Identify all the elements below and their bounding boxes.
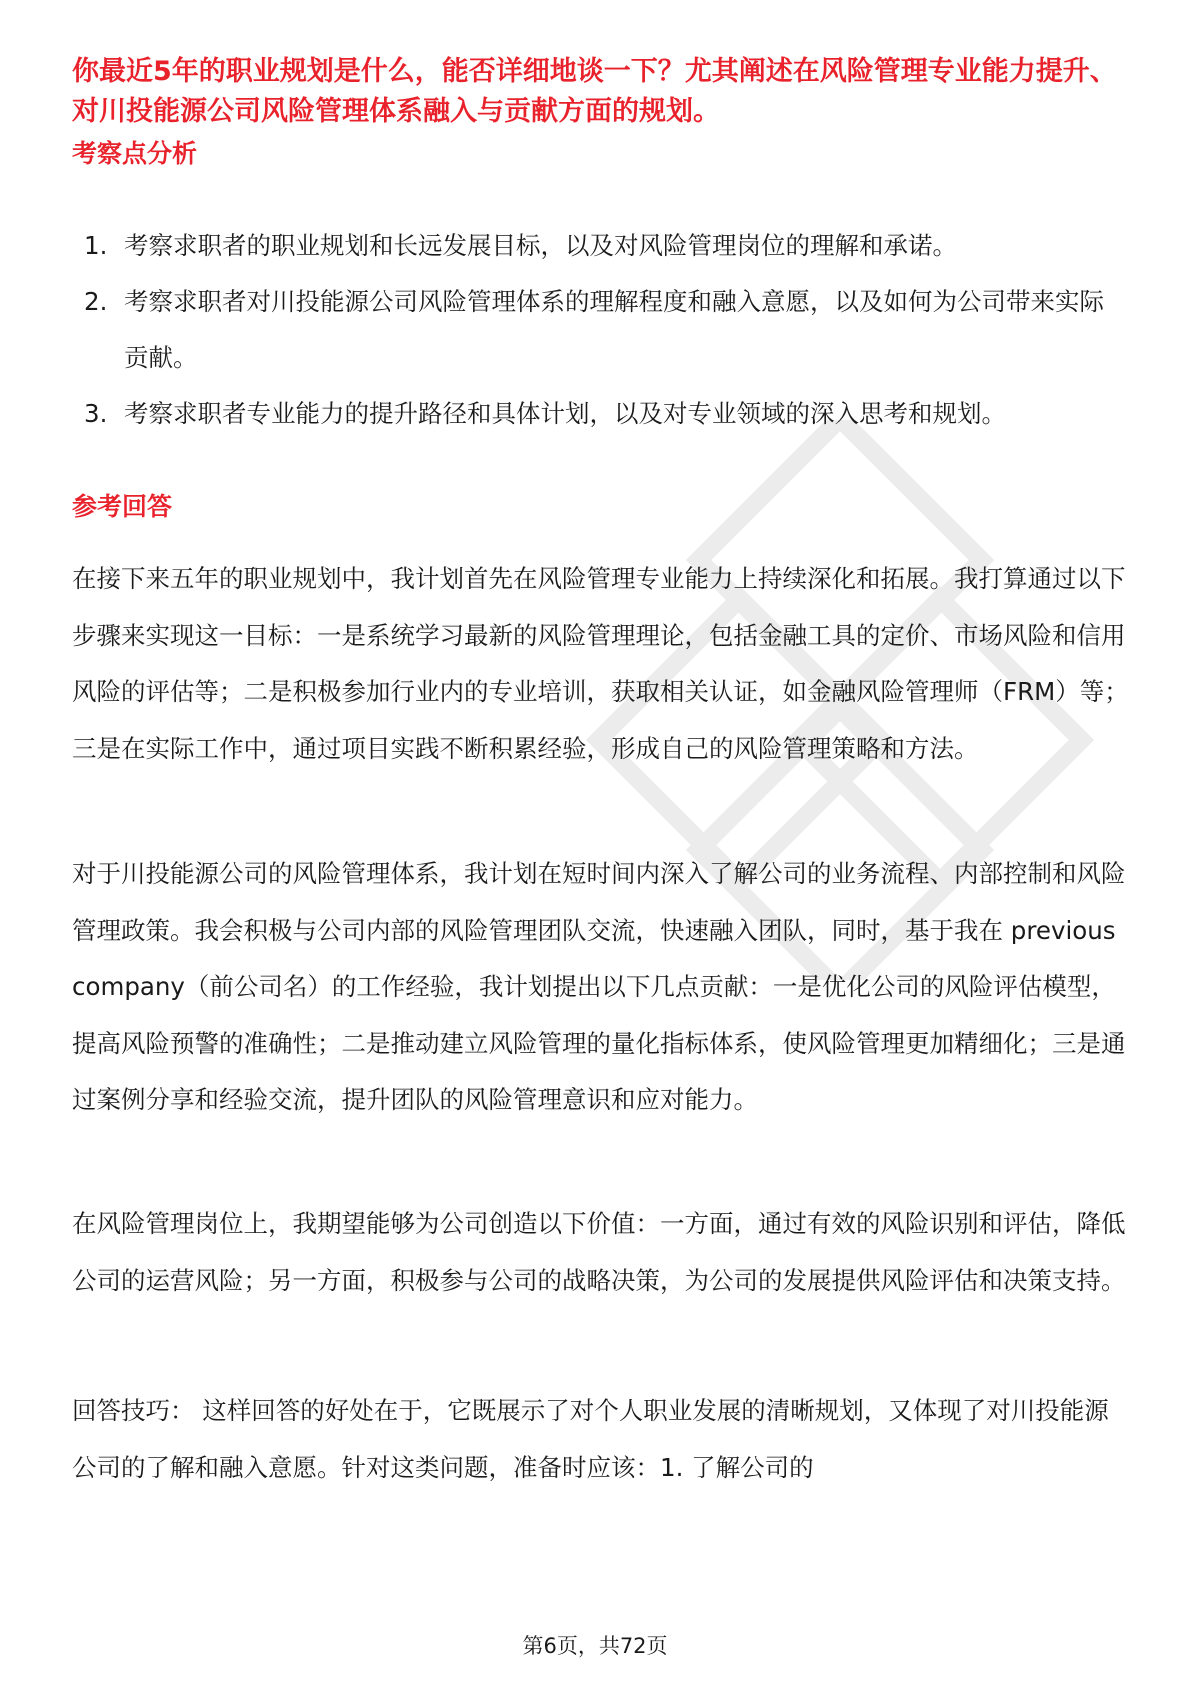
analysis-point: [72, 218, 1122, 274]
page-number-footer: 第6页，共72页: [522, 1634, 668, 1658]
analysis-point: [72, 274, 1122, 386]
answer-tips-paragraph: 回答技巧： 这样回答的好处在于，它既展示了对个人职业发展的清晰规划，又体现了对川投能源公司的了解和融入意愿。针对这类问题，准备时应该：1. 了解公司的: [72, 1396, 1109, 1482]
answer-paragraph: 对于川投能源公司的风险管理体系，我计划在短时间内深入了解公司的业务流程、内部控制和风险管理政策。我会积极与公司内部的风险管理团队交流，快速融入团队，同时，基于我在 previous company（前公司名）的工作经验，我计划提出以下几点贡献：一是优化公司的风险评估模型，提高风险预警的准确性；二是推动建立风险管理的量化指标体系，使风险管理更加精细化；三是通过案例分享和经验交流，提升团队的风险管理意识和应对能力。: [72, 859, 1126, 1114]
analysis-point-text: 考察求职者的职业规划和长远发展目标，以及对风险管理岗位的理解和承诺。: [124, 231, 957, 260]
analysis-point-text: 考察求职者专业能力的提升路径和具体计划，以及对专业领域的深入思考和规划。: [124, 399, 1006, 428]
analysis-list: [72, 218, 1122, 442]
analysis-heading: 考察点分析: [72, 139, 198, 168]
analysis-point-number: 2.: [84, 287, 108, 316]
analysis-point: [72, 386, 1122, 442]
answer-paragraph: 在接下来五年的职业规划中，我计划首先在风险管理专业能力上持续深化和拓展。我打算通过以下步骤来实现这一目标：一是系统学习最新的风险管理理论，包括金融工具的定价、市场风险和信用风险的评估等；二是积极参加行业内的专业培训，获取相关认证，如金融风险管理师（FRM）等；三是在实际工作中，通过项目实践不断积累经验，形成自己的风险管理策略和方法。: [72, 564, 1129, 763]
analysis-point-number: 3.: [84, 399, 108, 428]
question-title: 你最近5年的职业规划是什么，能否详细地谈一下？尤其阐述在风险管理专业能力提升、对川投能源公司风险管理体系融入与贡献方面的规划。: [72, 56, 1117, 127]
answer-heading: 参考回答: [72, 492, 173, 521]
analysis-point-text: 考察求职者对川投能源公司风险管理体系的理解程度和融入意愿，以及如何为公司带来实际贡献。: [124, 287, 1104, 372]
analysis-point-number: 1.: [84, 231, 108, 260]
answer-paragraph: 在风险管理岗位上，我期望能够为公司创造以下价值：一方面，通过有效的风险识别和评估，降低公司的运营风险；另一方面，积极参与公司的战略决策，为公司的发展提供风险评估和决策支持。: [72, 1209, 1126, 1295]
